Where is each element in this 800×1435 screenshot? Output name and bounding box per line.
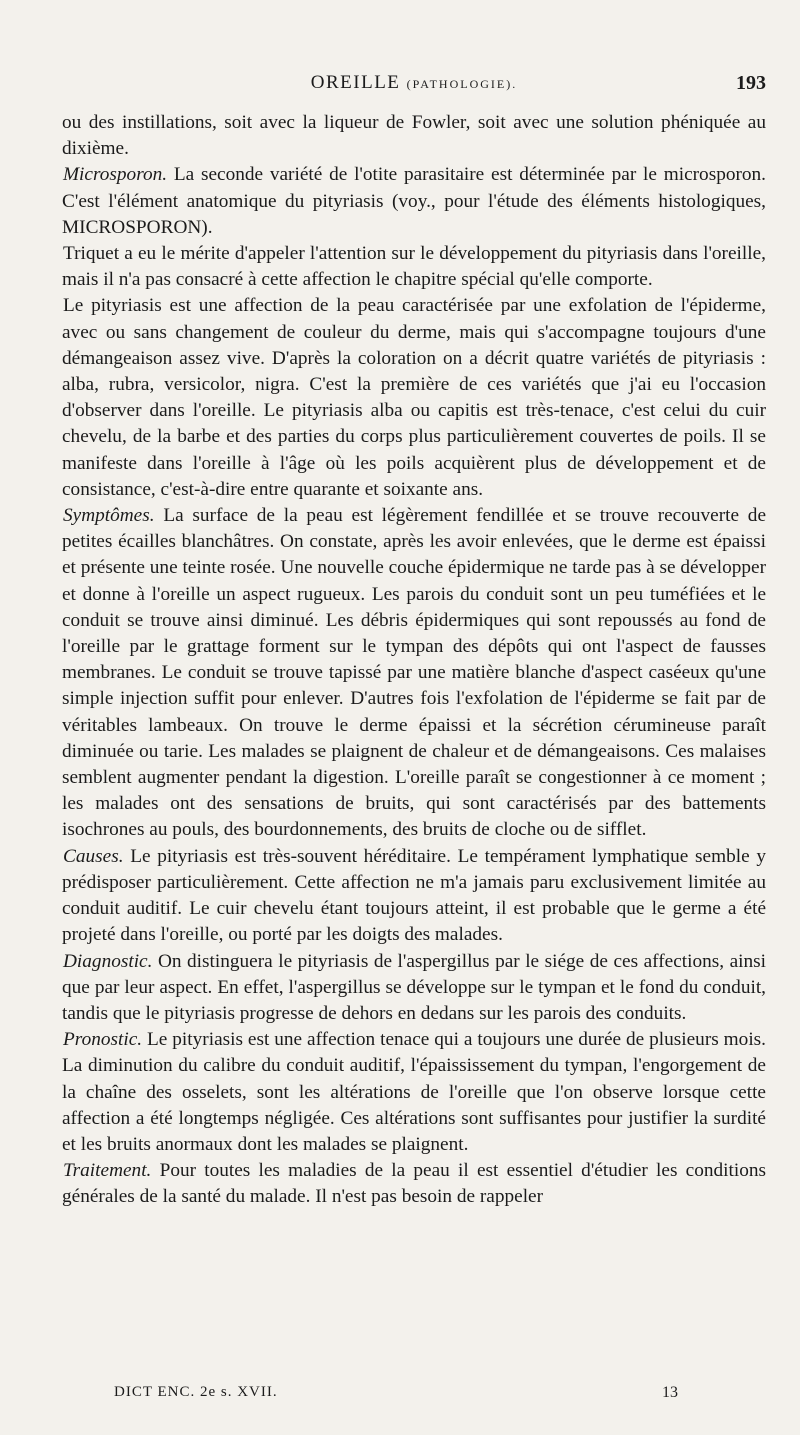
section-heading: Diagnostic. (63, 950, 153, 972)
paragraph: Triquet a eu le mérite d'appeler l'attention sur le développement du pityriasis dans l'oreille, mais il n'a pas consacré à cette affection le chapitre spécial qu'elle comporte. (62, 243, 766, 291)
page-number: 193 (736, 72, 766, 94)
paragraph: Microsporon. La seconde variété de l'otite parasitaire est déterminée par le microsporon. C'est l'élément anatomique du pityriasis (voy., pour l'étude des éléments histologiques, MICROSPORON). (62, 164, 766, 238)
paragraph: Causes. Le pityriasis est très-souvent héréditaire. Le tempérament lymphatique semble y prédisposer particulièrement. Cette affection ne m'a jamais paru exclusivement limitée au conduit auditif. Le cuir chevelu étant toujours atteint, il est probable que le germe a été projeté dans l'oreille, ou porté par les doigts des malades. (62, 845, 766, 946)
section-heading: Microsporon. (63, 164, 168, 186)
running-title-main: OREILLE (310, 72, 401, 93)
sheet-number: 13 (662, 1384, 678, 1401)
paragraph: ou des instillations, soit avec la liqueur de Fowler, soit avec une solution phéniquée au dixième. (62, 112, 766, 160)
paragraph: Diagnostic. On distinguera le pityriasis de l'aspergillus par le siége de ces affections, ainsi que par leur aspect. En effet, l'aspergillus se développe sur le tympan et le fond du conduit, tandis que le pityriasis progresse de dehors en dedans sur les parois des conduits. (62, 950, 766, 1024)
running-title-sub: (PATHOLOGIE). (406, 77, 518, 91)
paragraph: Symptômes. La surface de la peau est légèrement fendillée et se trouve recouverte de petites écailles blanchâtres. On constate, après les avoir enlevées, que le derme est épaissi et présente une teinte rosée. Une nouvelle couche épidermique ne tarde pas à se développer et donne à l'oreille un aspect rugueux. Les parois du conduit sont un peu tuméfiées et le conduit se trouve ainsi diminué. Les débris épidermiques qui sont repoussés au fond de l'oreille par le grattage forment sur le tympan des dépôts qui ont l'aspect de fausses membranes. Le conduit se trouve tapissé par une matière blanche d'aspect caséeux qu'une simple injection suffit pour enlever. D'autres fois l'exfolation de l'épiderme se fait par de véritables lambeaux. On trouve le derme épaissi et la sécrétion cérumineuse paraît diminuée ou tarie. Les malades se plaignent de chaleur et de démangeaisons. Ces malaises semblent augmenter pendant la digestion. L'oreille paraît se congestionner à ce moment ; les malades ont des sensations de bruits, qui sont caractérisés par des battements isochrones au pouls, des bourdonnements, des bruits de cloche ou de sifflet. (62, 505, 766, 841)
section-heading: Causes. (63, 845, 124, 867)
page-footer (62, 1384, 766, 1408)
section-heading: Traitement. (63, 1160, 152, 1182)
section-heading: Pronostic. (63, 1029, 143, 1051)
paragraph: Pronostic. Le pityriasis est une affection tenace qui a toujours une durée de plusieurs mois. La diminution du calibre du conduit auditif, l'épaississement du tympan, l'engorgement de la chaîne des osselets, sont les altérations de l'oreille que l'on observe lorsque cette affection a été longtemps négligée. Ces altérations sont suffisantes pour justifier la surdité et les bruits anormaux dont les malades se plaignent. (62, 1029, 766, 1155)
running-title (62, 72, 766, 94)
paragraph: Traitement. Pour toutes les maladies de la peau il est essentiel d'étudier les conditions générales de la santé du malade. Il n'est pas besoin de rappeler (62, 1160, 766, 1208)
section-heading: Symptômes. (63, 505, 155, 527)
printer-signature: DICT ENC. 2e s. XVII. (114, 1384, 278, 1400)
page-header (62, 72, 766, 100)
body-text (62, 110, 766, 1211)
paragraph: Le pityriasis est une affection de la peau caractérisée par une exfolation de l'épiderme, avec ou sans changement de couleur du derme, mais qui s'accompagne toujours d'une démangeaison assez vive. D'après la coloration on a décrit quatre variétés de pityriasis : alba, rubra, versicolor, nigra. C'est la première de ces variétés que j'ai eu l'occasion d'observer dans l'oreille. Le pityriasis alba ou capitis est très-tenace, c'est celui du cuir chevelu, de la barbe et des parties du corps plus particulièrement couvertes de poils. Il se manifeste dans l'oreille à l'âge où les poils acquièrent plus de développement et de consistance, c'est-à-dire entre quarante et soixante ans. (62, 295, 766, 500)
